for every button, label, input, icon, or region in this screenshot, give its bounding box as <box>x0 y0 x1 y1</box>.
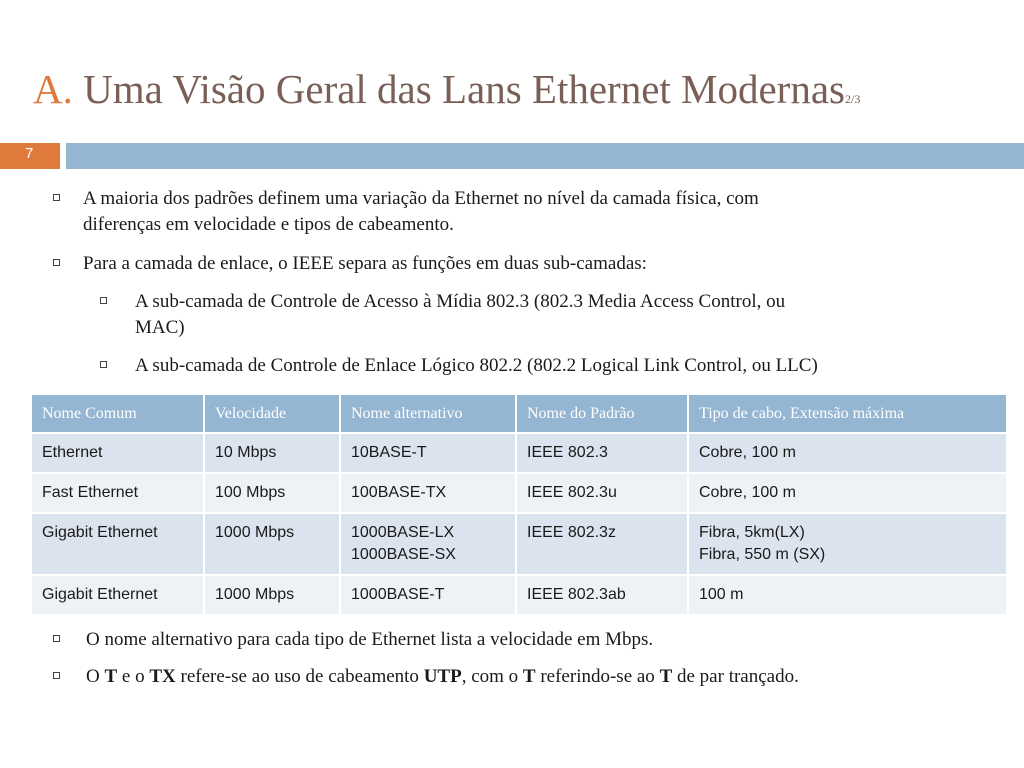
bullet-line: diferenças em velocidade e tipos de cabeamento. <box>83 214 454 235</box>
text-run: refere-se ao uso de cabeamento <box>175 666 424 687</box>
bullet-line <box>86 664 799 690</box>
square-bullet-icon <box>53 672 60 679</box>
table-cell: 100 m <box>688 575 1007 614</box>
table-cell: 100BASE-TX <box>340 473 516 513</box>
text-run: O <box>86 666 105 687</box>
table-cell <box>688 513 1007 575</box>
table-row <box>32 433 1007 473</box>
table-header-row <box>32 395 1007 433</box>
text-run: e o <box>117 666 150 687</box>
text-run: , com o <box>461 666 523 687</box>
column-header: Tipo de cabo, Extensão máxima <box>688 395 1007 433</box>
bullet-line: Para a camada de enlace, o IEEE separa as funções em duas sub-camadas: <box>83 253 647 274</box>
bullet-line: MAC) <box>135 317 185 338</box>
ethernet-standards-table <box>32 395 1008 614</box>
table-cell: Cobre, 100 m <box>688 433 1007 473</box>
bold-run: T <box>522 666 536 687</box>
table-cell: IEEE 802.3u <box>516 473 688 513</box>
bullet-item <box>53 664 799 690</box>
table-cell: IEEE 802.3ab <box>516 575 688 614</box>
table-cell <box>340 513 516 575</box>
cell-line: 1000BASE-LX <box>351 524 455 541</box>
table-cell: 1000 Mbps <box>204 575 340 614</box>
header-bar <box>66 143 1024 169</box>
table-cell: IEEE 802.3z <box>516 513 688 575</box>
column-header: Nome Comum <box>32 395 204 433</box>
sub-bullet-item <box>100 289 785 341</box>
table-cell: 1000 Mbps <box>204 513 340 575</box>
bold-run: UTP <box>423 666 462 687</box>
table-cell: Ethernet <box>32 433 204 473</box>
table-cell: Gigabit Ethernet <box>32 575 204 614</box>
bullet-item <box>53 627 653 653</box>
square-bullet-icon <box>53 194 60 201</box>
square-bullet-icon <box>53 635 60 642</box>
bullet-item <box>53 251 647 277</box>
table-cell: Gigabit Ethernet <box>32 513 204 575</box>
cell-line: 1000BASE-SX <box>351 546 456 563</box>
bold-run: T <box>104 666 118 687</box>
cell-line: Fibra, 5km(LX) <box>699 524 805 541</box>
table-cell: 1000BASE-T <box>340 575 516 614</box>
slide-title <box>33 64 860 124</box>
table-cell: Fast Ethernet <box>32 473 204 513</box>
table-row <box>32 575 1007 614</box>
bullet-line: A maioria dos padrões definem uma variação da Ethernet no nível da camada física, com <box>83 188 759 209</box>
title-page-fraction: 2/3 <box>845 92 861 106</box>
bold-run: T <box>659 666 673 687</box>
square-bullet-icon <box>100 297 107 304</box>
table-cell: 10BASE-T <box>340 433 516 473</box>
bullet-line: O nome alternativo para cada tipo de Ethernet lista a velocidade em Mbps. <box>86 629 654 650</box>
text-run: de par trançado. <box>672 666 799 687</box>
bullet-line: A sub-camada de Controle de Acesso à Mídia 802.3 (802.3 Media Access Control, ou <box>135 291 786 312</box>
square-bullet-icon <box>100 361 107 368</box>
table-cell: IEEE 802.3 <box>516 433 688 473</box>
cell-line: Fibra, 550 m (SX) <box>699 546 826 563</box>
table-cell: 10 Mbps <box>204 433 340 473</box>
bold-run: TX <box>149 666 176 687</box>
column-header: Nome do Padrão <box>516 395 688 433</box>
square-bullet-icon <box>53 259 60 266</box>
column-header: Nome alternativo <box>340 395 516 433</box>
table-cell: 100 Mbps <box>204 473 340 513</box>
table-row <box>32 473 1007 513</box>
table-row <box>32 513 1007 575</box>
title-letter: A. <box>33 66 73 112</box>
bullet-line: A sub-camada de Controle de Enlace Lógico 802.2 (802.2 Logical Link Control, ou LLC) <box>135 355 818 376</box>
table-cell: Cobre, 100 m <box>688 473 1007 513</box>
text-run: referindo-se ao <box>535 666 660 687</box>
column-header: Velocidade <box>204 395 340 433</box>
bullet-item <box>53 186 759 238</box>
sub-bullet-item <box>100 353 818 379</box>
slide-number: 7 <box>0 143 60 169</box>
title-text: Uma Visão Geral das Lans Ethernet Modernas <box>83 66 845 112</box>
